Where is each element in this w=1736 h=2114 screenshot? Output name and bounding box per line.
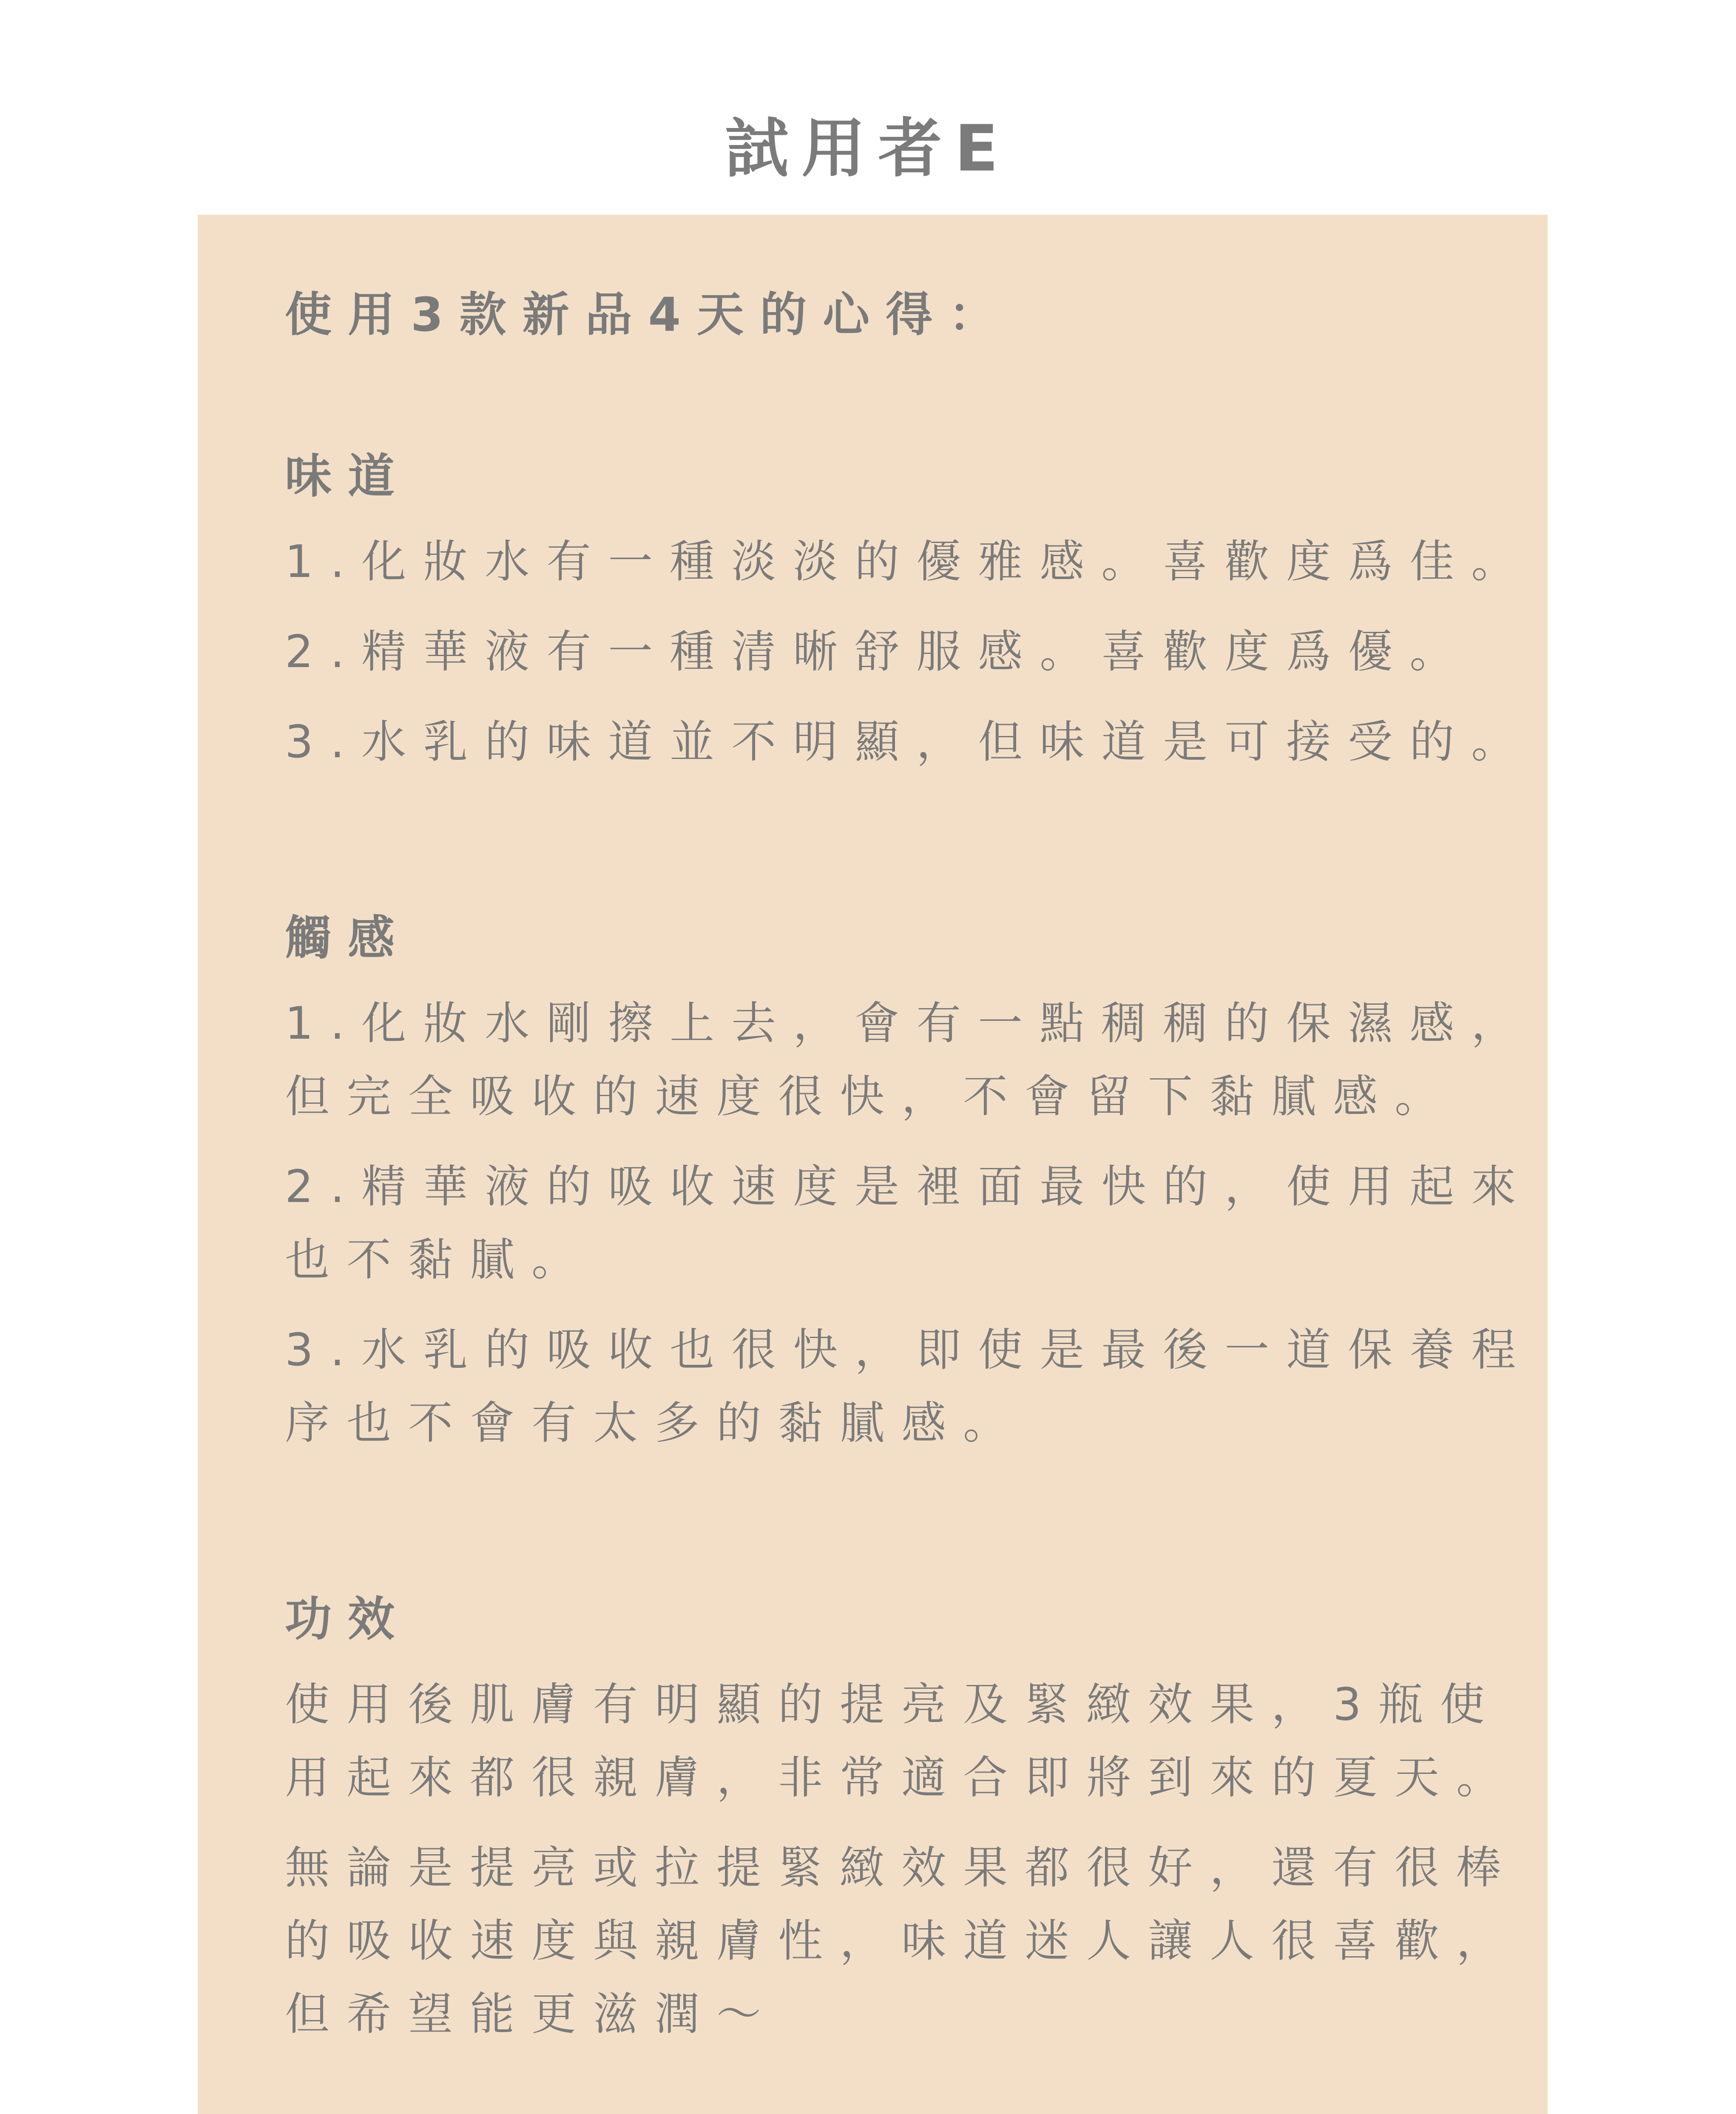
section-texture (285, 906, 1533, 1460)
review-paragraph (285, 1150, 1533, 1296)
review-line: 1.化妝水剛擦上去，會有一點稠稠的保濕感， (285, 997, 1533, 1049)
review-paragraph (285, 1313, 1533, 1460)
page-title: 試用者E (725, 112, 1011, 186)
review-content (285, 283, 1533, 2068)
review-line: 使用後肌膚有明顯的提亮及緊緻效果，3瓶使 (285, 1679, 1502, 1730)
review-line: 無論是提亮或拉提緊緻效果都很好，還有很棒 (285, 1842, 1518, 1894)
review-paragraph (285, 705, 1533, 779)
review-paragraph (285, 615, 1475, 688)
section-heading: 味道 (285, 449, 411, 503)
review-line: 用起來都很親膚，非常適合即將到來的夏天。 (285, 1752, 1518, 1804)
review-line: 也不黏膩。 (285, 1234, 594, 1286)
section-efficacy (285, 1587, 1518, 2051)
review-line: 3.水乳的吸收也很快，即使是最後一道保養程 (285, 1324, 1533, 1376)
review-line: 但完全吸收的速度很快，不會留下黏膩感。 (285, 1071, 1457, 1122)
review-line: 1.化妝水有一種淡淡的優雅感。喜歡度爲佳。 (285, 536, 1533, 588)
review-line: 序也不會有太多的黏膩感。 (285, 1397, 1025, 1449)
review-card (198, 215, 1548, 2114)
review-line: 2.精華液的吸收速度是裡面最快的，使用起來 (285, 1161, 1533, 1213)
review-paragraph (285, 1668, 1518, 1814)
review-paragraph (285, 525, 1533, 598)
section-heading: 觸感 (285, 911, 411, 965)
review-line: 但希望能更滋潤～ (285, 1988, 779, 2040)
review-paragraph (285, 1831, 1518, 2051)
review-line: 2.精華液有一種清晰舒服感。喜歡度爲優。 (285, 626, 1472, 678)
review-paragraph (285, 987, 1533, 1133)
review-line: 3.水乳的味道並不明顯，但味道是可接受的。 (285, 716, 1533, 768)
section-scent (285, 444, 1533, 779)
review-line: 的吸收速度與親膚性，味道迷人讓人很喜歡， (285, 1915, 1518, 1967)
review-intro: 使用3款新品4天的心得： (285, 287, 1012, 342)
section-heading: 功效 (285, 1592, 411, 1646)
